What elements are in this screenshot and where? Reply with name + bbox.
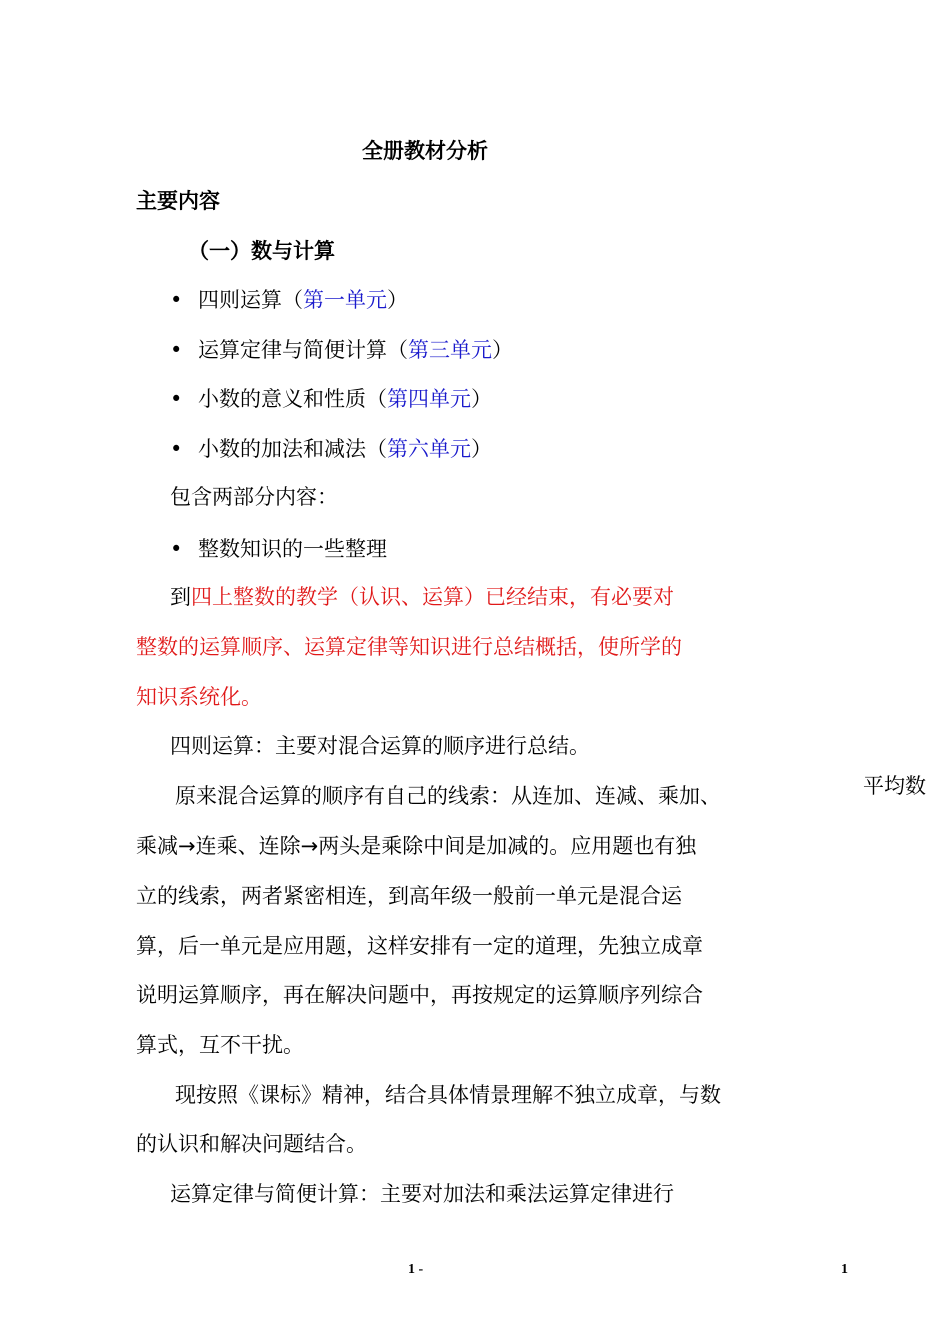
clue-line: 立的线索，两者紧密相连，到高年级一般前一单元是混合运: [136, 884, 682, 908]
clue-line: 原来混合运算的顺序有自己的线索：从连加、连减、乘加、: [175, 784, 721, 808]
clue-line: 算式，互不干扰。: [136, 1033, 304, 1057]
clue-line: 说明运算顺序，再在解决问题中，再按规定的运算顺序列综合: [136, 983, 703, 1007]
unit-ref: 第三单元: [408, 338, 492, 362]
red-paragraph-line3: 知识系统化。: [136, 685, 262, 709]
list-item-close: ）: [471, 437, 492, 461]
unit-ref: 第六单元: [387, 437, 471, 461]
contains-label: 包含两部分内容：: [170, 485, 338, 509]
list-item: [170, 383, 492, 413]
list-item-text: 整数知识的一些整理: [198, 537, 387, 561]
para-lead: 到: [170, 585, 191, 609]
list-item-text: 运算定律与简便计算（: [198, 338, 408, 362]
list-item-close: ）: [387, 288, 408, 312]
list-item-text: 小数的加法和减法（: [198, 437, 387, 461]
clue-line: 乘减→连乘、连除→两头是乘除中间是加减的。应用题也有独: [136, 834, 697, 858]
list-item-close: ）: [492, 338, 513, 362]
unit-ref: 第一单元: [303, 288, 387, 312]
list-item-text: 小数的意义和性质（: [198, 387, 387, 411]
red-paragraph-line1: [170, 582, 674, 612]
bullet-icon: •: [170, 288, 183, 312]
clue-line: 算，后一单元是应用题，这样安排有一定的道理，先独立成章: [136, 934, 703, 958]
section-heading: 主要内容: [136, 189, 220, 213]
footer-page-number-right: 1: [841, 1262, 848, 1277]
list-item: [170, 284, 408, 314]
list-item: [170, 334, 513, 364]
list-item-close: ）: [471, 387, 492, 411]
rules-paragraph: 四则运算：主要对混合运算的顺序进行总结。: [170, 734, 590, 758]
list-item-text: 四则运算（: [198, 288, 303, 312]
side-note: 平均数: [863, 774, 926, 798]
bullet-icon: •: [170, 387, 183, 411]
bullet-icon: •: [170, 537, 183, 561]
red-text: 四上整数的教学（认识、运算）已经结束，有必要对: [191, 585, 674, 609]
red-paragraph-line2: 整数的运算顺序、运算定律等知识进行总结概括，使所学的: [136, 635, 682, 659]
list-item: [170, 433, 492, 463]
list-item: [170, 533, 387, 563]
footer-page-number: 1 -: [408, 1262, 424, 1277]
standard-line: 现按照《课标》精神，结合具体情景理解不独立成章，与数: [175, 1083, 721, 1107]
bullet-icon: •: [170, 437, 183, 461]
laws-paragraph: 运算定律与简便计算：主要对加法和乘法运算定律进行: [170, 1182, 674, 1206]
page-title: 全册教材分析: [362, 139, 488, 163]
bullet-icon: •: [170, 338, 183, 362]
unit-ref: 第四单元: [387, 387, 471, 411]
standard-line: 的认识和解决问题结合。: [136, 1132, 367, 1156]
sub-heading: （一）数与计算: [188, 239, 335, 263]
